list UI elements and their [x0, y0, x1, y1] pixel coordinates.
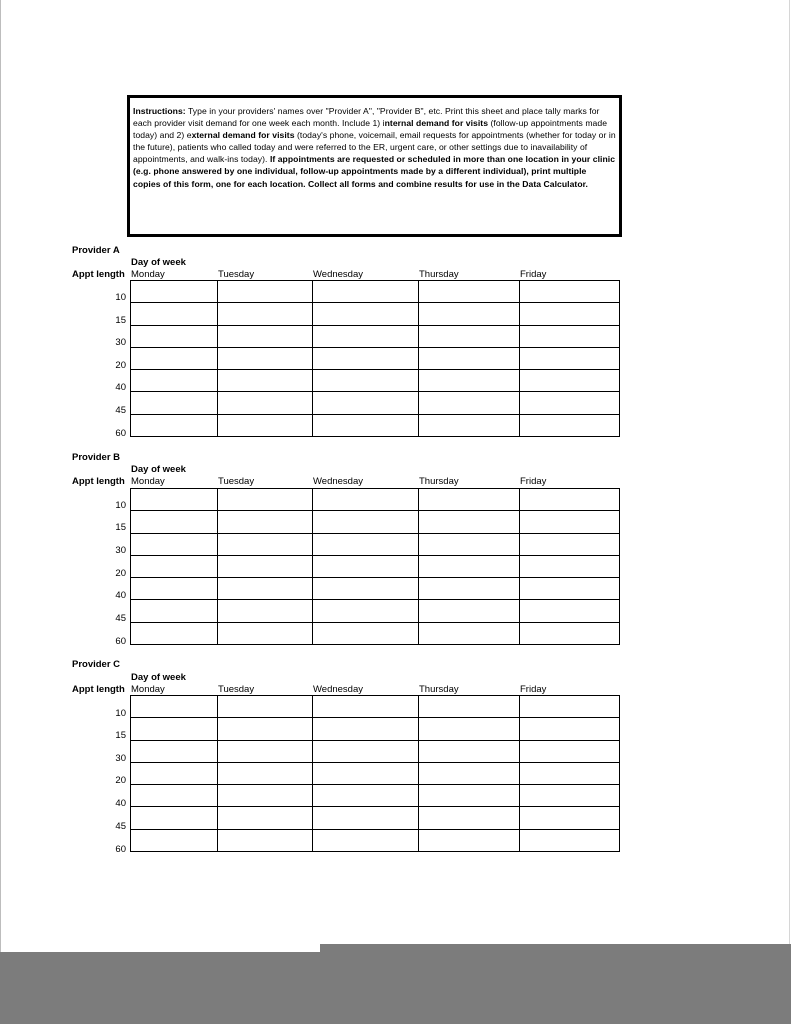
day-header-wednesday: Wednesday — [313, 684, 363, 695]
tally-cell[interactable] — [419, 489, 520, 511]
provider-name[interactable]: Provider C — [72, 659, 121, 670]
table-row — [131, 555, 620, 577]
tally-cell[interactable] — [131, 392, 218, 414]
tally-cell[interactable] — [218, 718, 313, 740]
tally-cell[interactable] — [131, 696, 218, 718]
tally-cell[interactable] — [419, 696, 520, 718]
tally-cell[interactable] — [419, 785, 520, 807]
table-row — [131, 281, 620, 303]
row-label: 10 — [115, 708, 126, 719]
table-row — [131, 740, 620, 762]
instructions-multi-location: If appointments are requested or scheduled in more than one location in your clinic (e.g. phone answered by one individual, follow-up appointments made by a different individual), print multiple copies of this form, one for each location. Collect all forms and combine results for use in the Data Calculator. — [133, 154, 616, 189]
instructions-text-3: (today's phone, voicemail, email requests for appointments (whether for today or in the future), patients who called today and were referred to the ER, urgent care, or other settings due to inavailability of appointments, and walk-ins today). — [133, 130, 616, 165]
day-header-tuesday: Tuesday — [218, 684, 255, 695]
table-row — [131, 696, 620, 718]
tally-cell[interactable] — [520, 392, 620, 414]
day-of-week-label: Day of week — [131, 672, 186, 683]
day-header-tuesday: Tuesday — [218, 476, 255, 487]
row-label: 20 — [115, 775, 126, 786]
tally-cell[interactable] — [131, 511, 218, 533]
instructions-box — [127, 95, 622, 237]
row-label: 60 — [115, 636, 126, 647]
tally-cell[interactable] — [419, 829, 520, 851]
tally-cell[interactable] — [313, 414, 419, 436]
row-label: 10 — [115, 500, 126, 511]
tally-cell[interactable] — [313, 555, 419, 577]
tally-cell[interactable] — [419, 740, 520, 762]
table-row — [131, 807, 620, 829]
tally-cell[interactable] — [218, 533, 313, 555]
tally-cell[interactable] — [218, 785, 313, 807]
row-label: 20 — [115, 360, 126, 371]
day-header-wednesday: Wednesday — [313, 269, 363, 280]
instructions-heading: Instructions: — [133, 106, 186, 116]
tally-cell[interactable] — [131, 489, 218, 511]
tally-cell[interactable] — [218, 489, 313, 511]
tally-cell[interactable] — [313, 392, 419, 414]
table-row — [131, 762, 620, 784]
row-label: 45 — [115, 405, 126, 416]
row-label: 15 — [115, 522, 126, 533]
tally-cell[interactable] — [520, 347, 620, 369]
table-row — [131, 622, 620, 644]
tally-cell[interactable] — [131, 578, 218, 600]
table-row — [131, 785, 620, 807]
tally-cell[interactable] — [520, 740, 620, 762]
instructions-external-demand: xternal demand for visits — [191, 130, 295, 141]
day-header-wednesday: Wednesday — [313, 476, 363, 487]
tally-cell[interactable] — [520, 489, 620, 511]
tally-cell[interactable] — [218, 578, 313, 600]
day-header-friday: Friday — [520, 684, 547, 695]
tally-cell[interactable] — [419, 325, 520, 347]
tally-cell[interactable] — [131, 718, 218, 740]
row-label: 30 — [115, 545, 126, 556]
row-label: 10 — [115, 292, 126, 303]
day-header-tuesday: Tuesday — [218, 269, 255, 280]
row-label: 45 — [115, 613, 126, 624]
tally-cell[interactable] — [520, 829, 620, 851]
appt-length-label: Appt length — [72, 269, 125, 280]
table-row — [131, 511, 620, 533]
table-row — [131, 829, 620, 851]
day-header-monday: Monday — [131, 476, 165, 487]
tally-cell[interactable] — [313, 829, 419, 851]
tally-cell[interactable] — [218, 414, 313, 436]
table-row — [131, 303, 620, 325]
tally-cell[interactable] — [419, 718, 520, 740]
tally-cell[interactable] — [313, 718, 419, 740]
day-header-thursday: Thursday — [419, 269, 459, 280]
tally-cell[interactable] — [419, 303, 520, 325]
tally-cell[interactable] — [218, 347, 313, 369]
tally-cell[interactable] — [419, 600, 520, 622]
table-row — [131, 718, 620, 740]
tally-cell[interactable] — [313, 600, 419, 622]
table-row — [131, 414, 620, 436]
tally-cell[interactable] — [131, 622, 218, 644]
tally-cell[interactable] — [131, 347, 218, 369]
tally-cell[interactable] — [218, 392, 313, 414]
tally-cell[interactable] — [131, 555, 218, 577]
instructions-text-1: Type in your providers' names over "Provider A", "Provider B", etc. Print this sheet and place tally marks for each provider visit demand for one week each month. Include 1) i — [133, 106, 600, 129]
tally-cell[interactable] — [218, 622, 313, 644]
row-label: 15 — [115, 730, 126, 741]
tally-cell[interactable] — [313, 578, 419, 600]
tally-cell[interactable] — [419, 281, 520, 303]
row-label: 40 — [115, 590, 126, 601]
tally-cell[interactable] — [520, 578, 620, 600]
tally-cell[interactable] — [313, 281, 419, 303]
row-label: 40 — [115, 382, 126, 393]
instructions-text-2: (follow-up appointments made today) and 2) e — [133, 118, 608, 141]
row-label: 30 — [115, 753, 126, 764]
tally-cell[interactable] — [419, 762, 520, 784]
tally-cell[interactable] — [419, 578, 520, 600]
tally-cell[interactable] — [520, 325, 620, 347]
tally-cell[interactable] — [313, 347, 419, 369]
tally-cell[interactable] — [520, 370, 620, 392]
tally-cell[interactable] — [131, 303, 218, 325]
tally-cell[interactable] — [313, 303, 419, 325]
tally-cell[interactable] — [131, 600, 218, 622]
tally-cell[interactable] — [419, 347, 520, 369]
tally-cell[interactable] — [419, 370, 520, 392]
tally-cell[interactable] — [313, 740, 419, 762]
tally-cell[interactable] — [520, 807, 620, 829]
footer-band — [0, 952, 791, 1024]
table-row — [131, 392, 620, 414]
tally-cell[interactable] — [520, 696, 620, 718]
tally-cell[interactable] — [520, 414, 620, 436]
row-label: 45 — [115, 821, 126, 832]
tally-cell[interactable] — [218, 807, 313, 829]
appt-length-label: Appt length — [72, 476, 125, 487]
provider-name[interactable]: Provider B — [72, 452, 121, 463]
day-header-thursday: Thursday — [419, 476, 459, 487]
provider-name[interactable]: Provider A — [72, 245, 120, 256]
tally-cell[interactable] — [218, 370, 313, 392]
row-label: 60 — [115, 428, 126, 439]
table-row — [131, 347, 620, 369]
tally-cell[interactable] — [419, 807, 520, 829]
tally-cell[interactable] — [131, 414, 218, 436]
tally-cell[interactable] — [131, 807, 218, 829]
tally-cell[interactable] — [313, 370, 419, 392]
tally-cell[interactable] — [131, 829, 218, 851]
day-header-thursday: Thursday — [419, 684, 459, 695]
row-label: 30 — [115, 337, 126, 348]
tally-cell[interactable] — [313, 622, 419, 644]
tally-cell[interactable] — [218, 829, 313, 851]
tally-cell[interactable] — [419, 533, 520, 555]
table-row — [131, 370, 620, 392]
tally-cell[interactable] — [218, 555, 313, 577]
tally-cell[interactable] — [313, 511, 419, 533]
tally-cell[interactable] — [419, 622, 520, 644]
instructions-internal-demand: nternal demand for visits — [384, 118, 489, 129]
tally-cell[interactable] — [313, 325, 419, 347]
tally-cell[interactable] — [218, 511, 313, 533]
tally-cell[interactable] — [520, 600, 620, 622]
tally-cell[interactable] — [313, 696, 419, 718]
day-header-friday: Friday — [520, 476, 547, 487]
tally-cell[interactable] — [520, 555, 620, 577]
tally-cell[interactable] — [419, 414, 520, 436]
tally-cell[interactable] — [520, 303, 620, 325]
table-row — [131, 578, 620, 600]
day-header-monday: Monday — [131, 684, 165, 695]
tally-cell[interactable] — [313, 785, 419, 807]
row-label: 60 — [115, 844, 126, 855]
tally-grid — [130, 695, 620, 852]
tally-cell[interactable] — [131, 370, 218, 392]
tally-cell[interactable] — [520, 785, 620, 807]
tally-cell[interactable] — [218, 325, 313, 347]
tally-cell[interactable] — [520, 762, 620, 784]
table-row — [131, 533, 620, 555]
row-label: 15 — [115, 315, 126, 326]
day-header-monday: Monday — [131, 269, 165, 280]
page-right-edge — [789, 0, 790, 952]
tally-cell[interactable] — [520, 533, 620, 555]
tally-cell[interactable] — [419, 511, 520, 533]
tally-cell[interactable] — [313, 762, 419, 784]
tally-cell[interactable] — [520, 511, 620, 533]
tally-cell[interactable] — [131, 325, 218, 347]
table-row — [131, 489, 620, 511]
tally-cell[interactable] — [131, 533, 218, 555]
tally-cell[interactable] — [313, 489, 419, 511]
day-of-week-label: Day of week — [131, 464, 186, 475]
tally-cell[interactable] — [313, 533, 419, 555]
day-of-week-label: Day of week — [131, 257, 186, 268]
tally-cell[interactable] — [218, 762, 313, 784]
tally-cell[interactable] — [520, 281, 620, 303]
tally-cell[interactable] — [218, 740, 313, 762]
table-row — [131, 325, 620, 347]
tally-grid — [130, 280, 620, 437]
tally-cell[interactable] — [520, 622, 620, 644]
row-label: 40 — [115, 798, 126, 809]
tally-cell[interactable] — [419, 392, 520, 414]
tally-cell[interactable] — [520, 718, 620, 740]
tally-cell[interactable] — [218, 281, 313, 303]
table-row — [131, 600, 620, 622]
tally-cell[interactable] — [313, 807, 419, 829]
tally-grid — [130, 488, 620, 645]
row-label: 20 — [115, 568, 126, 579]
tally-cell[interactable] — [218, 303, 313, 325]
appt-length-label: Appt length — [72, 684, 125, 695]
page-left-edge — [0, 0, 1, 952]
tally-cell[interactable] — [218, 696, 313, 718]
tally-cell[interactable] — [131, 281, 218, 303]
tally-cell[interactable] — [419, 555, 520, 577]
tally-cell[interactable] — [218, 600, 313, 622]
day-header-friday: Friday — [520, 269, 547, 280]
tally-cell[interactable] — [131, 762, 218, 784]
tally-cell[interactable] — [131, 785, 218, 807]
tally-cell[interactable] — [131, 740, 218, 762]
